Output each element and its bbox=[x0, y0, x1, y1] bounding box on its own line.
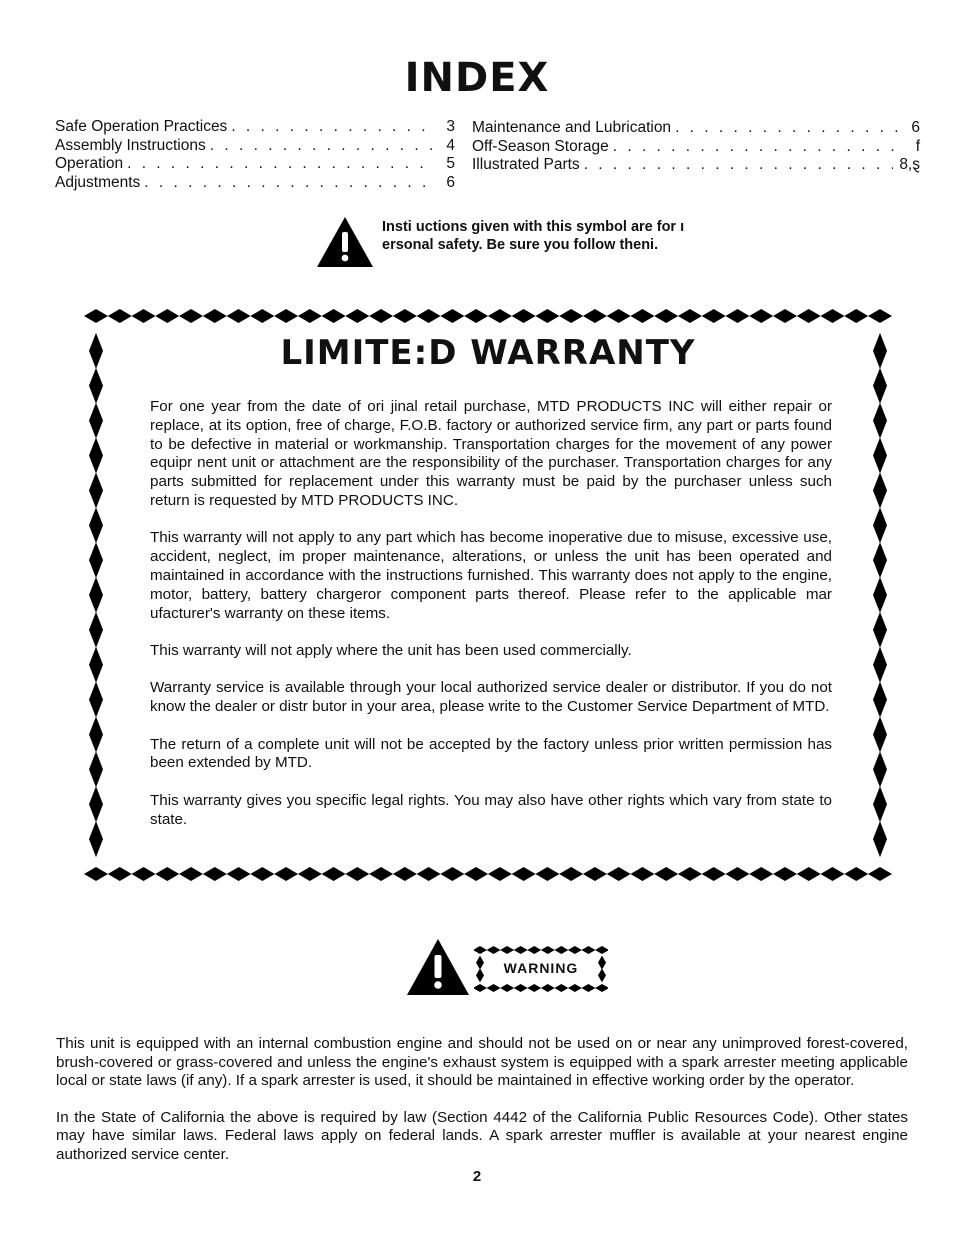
diamond-ornament bbox=[873, 612, 887, 648]
diamond-ornament bbox=[773, 309, 797, 323]
diamond-ornament bbox=[583, 309, 607, 323]
diamond-ornament bbox=[250, 309, 274, 323]
diamond-ornament bbox=[797, 867, 821, 881]
diamond-ornament bbox=[464, 867, 488, 881]
warranty-paragraph: For one year from the date of ori jinal retail purchase, MTD PRODUCTS INC will either repair or replace, at its option, free of charge, F.O.B. factory or authorized service firm, any part or parts found to be defective in material or workmanship. Transportation charges for the movement of any power equipr nent unit or attachment are the responsibility of the purchaser. Transportation charges for any parts submitted for replacement under this warranty must be paid by the purchaser unless such return is requested by MTD PRODUCTS INC. bbox=[150, 398, 832, 509]
diamond-ornament bbox=[630, 309, 654, 323]
diamond-ornament bbox=[417, 867, 441, 881]
diamond-ornament bbox=[155, 309, 179, 323]
diamond-ornament bbox=[654, 867, 678, 881]
dot-leader bbox=[613, 138, 900, 157]
dot-leader bbox=[127, 155, 435, 174]
diamond-ornament bbox=[581, 984, 595, 992]
diamond-ornament bbox=[873, 682, 887, 718]
diamond-ornament bbox=[474, 984, 487, 992]
diamond-ornament bbox=[873, 472, 887, 508]
diamond-ornament bbox=[595, 946, 608, 954]
warranty-paragraph: The return of a complete unit will not be accepted by the factory unless prior written permission has been extended by MTD. bbox=[150, 735, 832, 772]
diamond-ornament bbox=[773, 867, 797, 881]
diamond-ornament bbox=[487, 984, 501, 992]
diamond-ornament bbox=[873, 542, 887, 578]
diamond-ornament bbox=[654, 309, 678, 323]
index-entry-label: Adjustments bbox=[55, 173, 141, 191]
diamond-ornament bbox=[155, 867, 179, 881]
diamond-ornament bbox=[868, 309, 892, 323]
warning-triangle-icon bbox=[316, 216, 374, 268]
diamond-ornament bbox=[678, 309, 702, 323]
diamond-ornament bbox=[873, 507, 887, 543]
diamond-ornament bbox=[132, 867, 156, 881]
diamond-ornament bbox=[487, 946, 501, 954]
diamond-ornament bbox=[89, 577, 103, 613]
diamond-ornament bbox=[440, 309, 464, 323]
diamond-ornament bbox=[132, 309, 156, 323]
diamond-ornament bbox=[369, 309, 393, 323]
diamond-ornament bbox=[554, 946, 568, 954]
index-entry-page: 3 bbox=[446, 118, 455, 135]
diamond-ornament bbox=[607, 309, 631, 323]
diamond-ornament bbox=[298, 867, 322, 881]
diamond-ornament bbox=[820, 309, 844, 323]
diamond-ornament bbox=[749, 867, 773, 881]
index-left-column bbox=[55, 118, 455, 192]
index-entry-label: Safe Operation Practices bbox=[55, 118, 228, 135]
index-entry bbox=[55, 118, 455, 137]
safety-note-text: Insti uctions given with this symbol are for ı ersonal safety. Be sure you follow theni. bbox=[382, 219, 685, 253]
index-entry-page: 6 bbox=[446, 173, 455, 191]
warranty-paragraph: This warranty will not apply where the unit has been used commercially. bbox=[150, 641, 632, 659]
diamond-ornament bbox=[250, 867, 274, 881]
diamond-ornament bbox=[541, 984, 555, 992]
warning-paragraph: This unit is equipped with an internal combustion engine and should not be used on or near any unimproved forest-covered, brush-covered or grass-covered and unless the engine's exhaust system is equipped with a spark arrester meeting applicable local or state laws (if any). If a spark arrester is used, it should be maintained in effective working order by the operator. bbox=[56, 1035, 908, 1089]
index-entry-label: Illustrated Parts bbox=[472, 156, 580, 174]
diamond-ornament bbox=[559, 309, 583, 323]
limited-warranty-box bbox=[84, 304, 892, 886]
diamond-ornament bbox=[464, 309, 488, 323]
diamond-ornament bbox=[89, 472, 103, 508]
diamond-ornament bbox=[873, 821, 887, 857]
warning-badge bbox=[404, 936, 614, 1000]
diamond-ornament bbox=[274, 867, 298, 881]
diamond-ornament bbox=[702, 867, 726, 881]
diamond-ornament bbox=[298, 309, 322, 323]
diamond-ornament bbox=[512, 867, 536, 881]
dot-leader bbox=[231, 118, 435, 137]
diamond-ornament bbox=[559, 867, 583, 881]
diamond-ornament bbox=[89, 751, 103, 787]
diamond-ornament bbox=[873, 751, 887, 787]
index-entry bbox=[472, 119, 920, 138]
diamond-ornament bbox=[89, 647, 103, 683]
diamond-ornament bbox=[89, 507, 103, 543]
diamond-ornament bbox=[227, 867, 251, 881]
diamond-ornament bbox=[583, 867, 607, 881]
diamond-ornament bbox=[873, 577, 887, 613]
index-entry-page: f bbox=[915, 137, 920, 155]
index-entry bbox=[472, 138, 920, 157]
diamond-ornament bbox=[595, 984, 608, 992]
index-entry bbox=[472, 156, 920, 175]
warranty-title: LIMITE:D WARRANTY bbox=[280, 333, 696, 373]
page-number: 2 bbox=[472, 1168, 482, 1185]
index-entry-label: Assembly Instructions bbox=[55, 136, 206, 154]
index-right-column bbox=[472, 119, 920, 175]
diamond-ornament bbox=[393, 867, 417, 881]
diamond-ornament bbox=[203, 867, 227, 881]
diamond-ornament bbox=[474, 946, 487, 954]
warning-text bbox=[56, 1035, 908, 1182]
diamond-ornament bbox=[440, 867, 464, 881]
index-entry-page: 4 bbox=[446, 136, 455, 154]
diamond-ornament bbox=[873, 786, 887, 822]
diamond-ornament bbox=[868, 867, 892, 881]
diamond-ornament bbox=[108, 867, 132, 881]
dot-leader bbox=[675, 119, 900, 138]
index-entry-label: Off-Season Storage bbox=[472, 137, 609, 155]
diamond-ornament bbox=[89, 612, 103, 648]
dot-leader bbox=[584, 156, 894, 175]
diamond-ornament bbox=[179, 309, 203, 323]
index-entry bbox=[55, 155, 455, 174]
diamond-ornament bbox=[725, 867, 749, 881]
diamond-ornament bbox=[393, 309, 417, 323]
diamond-ornament bbox=[554, 984, 568, 992]
diamond-ornament bbox=[820, 867, 844, 881]
diamond-ornament bbox=[702, 309, 726, 323]
diamond-ornament bbox=[581, 946, 595, 954]
diamond-ornament bbox=[417, 309, 441, 323]
diamond-ornament bbox=[873, 647, 887, 683]
dot-leader bbox=[210, 137, 435, 156]
warranty-paragraph: This warranty will not apply to any part which has become inoperative due to misuse, excessive use, accident, neglect, im proper maintenance, alterations, or unless the unit has been operated and maintained in accordance with the instructions furnished. This warranty does not apply to the engine, motor, battery, battery chargeror component parts thereof. Please refer to the applicable mar ufacturer's warranty on these items. bbox=[150, 529, 832, 622]
index-entry-label: Maintenance and Lubrication bbox=[472, 119, 672, 136]
diamond-ornament bbox=[873, 717, 887, 753]
diamond-ornament bbox=[274, 309, 298, 323]
diamond-ornament bbox=[89, 403, 103, 439]
warranty-paragraph: Warranty service is available through your local authorized service dealer or distributor. If you do not know the dealer or distr butor in your area, please write to the Customer Service Department of MTD. bbox=[150, 679, 832, 716]
diamond-ornament bbox=[527, 984, 541, 992]
diamond-ornament bbox=[345, 867, 369, 881]
index-entry-page: 5 bbox=[446, 155, 455, 173]
diamond-ornament bbox=[89, 717, 103, 753]
diamond-ornament bbox=[844, 309, 868, 323]
index-entry bbox=[55, 137, 455, 156]
diamond-ornament bbox=[108, 309, 132, 323]
index-entry-page: 6 bbox=[911, 119, 920, 136]
diamond-ornament bbox=[797, 309, 821, 323]
diamond-ornament bbox=[873, 403, 887, 439]
dot-leader bbox=[144, 174, 435, 193]
diamond-ornament bbox=[568, 984, 582, 992]
index-entry-label: Operation bbox=[55, 155, 124, 173]
diamond-ornament bbox=[500, 984, 514, 992]
index-entry bbox=[55, 174, 455, 193]
diamond-ornament bbox=[345, 309, 369, 323]
diamond-ornament bbox=[873, 438, 887, 474]
diamond-ornament bbox=[369, 867, 393, 881]
diamond-ornament bbox=[527, 946, 541, 954]
diamond-ornament bbox=[844, 867, 868, 881]
diamond-ornament bbox=[568, 946, 582, 954]
diamond-ornament bbox=[89, 786, 103, 822]
index-entry-page: 8,ȿ bbox=[899, 156, 920, 174]
diamond-ornament bbox=[89, 821, 103, 857]
diamond-ornament bbox=[535, 867, 559, 881]
diamond-ornament bbox=[749, 309, 773, 323]
diamond-ornament bbox=[89, 682, 103, 718]
diamond-ornament bbox=[488, 309, 512, 323]
diamond-ornament bbox=[84, 867, 108, 881]
warning-triangle-icon bbox=[406, 938, 470, 996]
diamond-ornament bbox=[322, 867, 346, 881]
diamond-ornament bbox=[725, 309, 749, 323]
diamond-ornament bbox=[541, 946, 555, 954]
diamond-ornament bbox=[678, 867, 702, 881]
diamond-ornament bbox=[512, 309, 536, 323]
diamond-ornament bbox=[535, 309, 559, 323]
diamond-ornament bbox=[203, 309, 227, 323]
diamond-ornament bbox=[514, 984, 528, 992]
warning-paragraph: In the State of California the above is required by law (Section 4442 of the California Public Resources Code). Other states may have similar laws. Federal laws apply on federal lands. A spark arrester muffler is available at your nearest engine authorized service center. bbox=[56, 1108, 908, 1163]
diamond-ornament bbox=[89, 438, 103, 474]
diamond-ornament bbox=[179, 867, 203, 881]
diamond-ornament bbox=[607, 867, 631, 881]
diamond-ornament bbox=[227, 309, 251, 323]
diamond-ornament bbox=[89, 542, 103, 578]
diamond-ornament bbox=[630, 867, 654, 881]
diamond-ornament bbox=[500, 946, 514, 954]
warranty-body bbox=[150, 398, 832, 848]
page-title: INDEX bbox=[404, 55, 550, 101]
diamond-ornament bbox=[322, 309, 346, 323]
diamond-ornament bbox=[488, 867, 512, 881]
diamond-ornament bbox=[84, 309, 108, 323]
diamond-ornament bbox=[514, 946, 528, 954]
warranty-paragraph: This warranty gives you specific legal rights. You may also have other rights which vary from state to state. bbox=[150, 791, 832, 828]
warning-label: WARNING bbox=[503, 960, 579, 976]
